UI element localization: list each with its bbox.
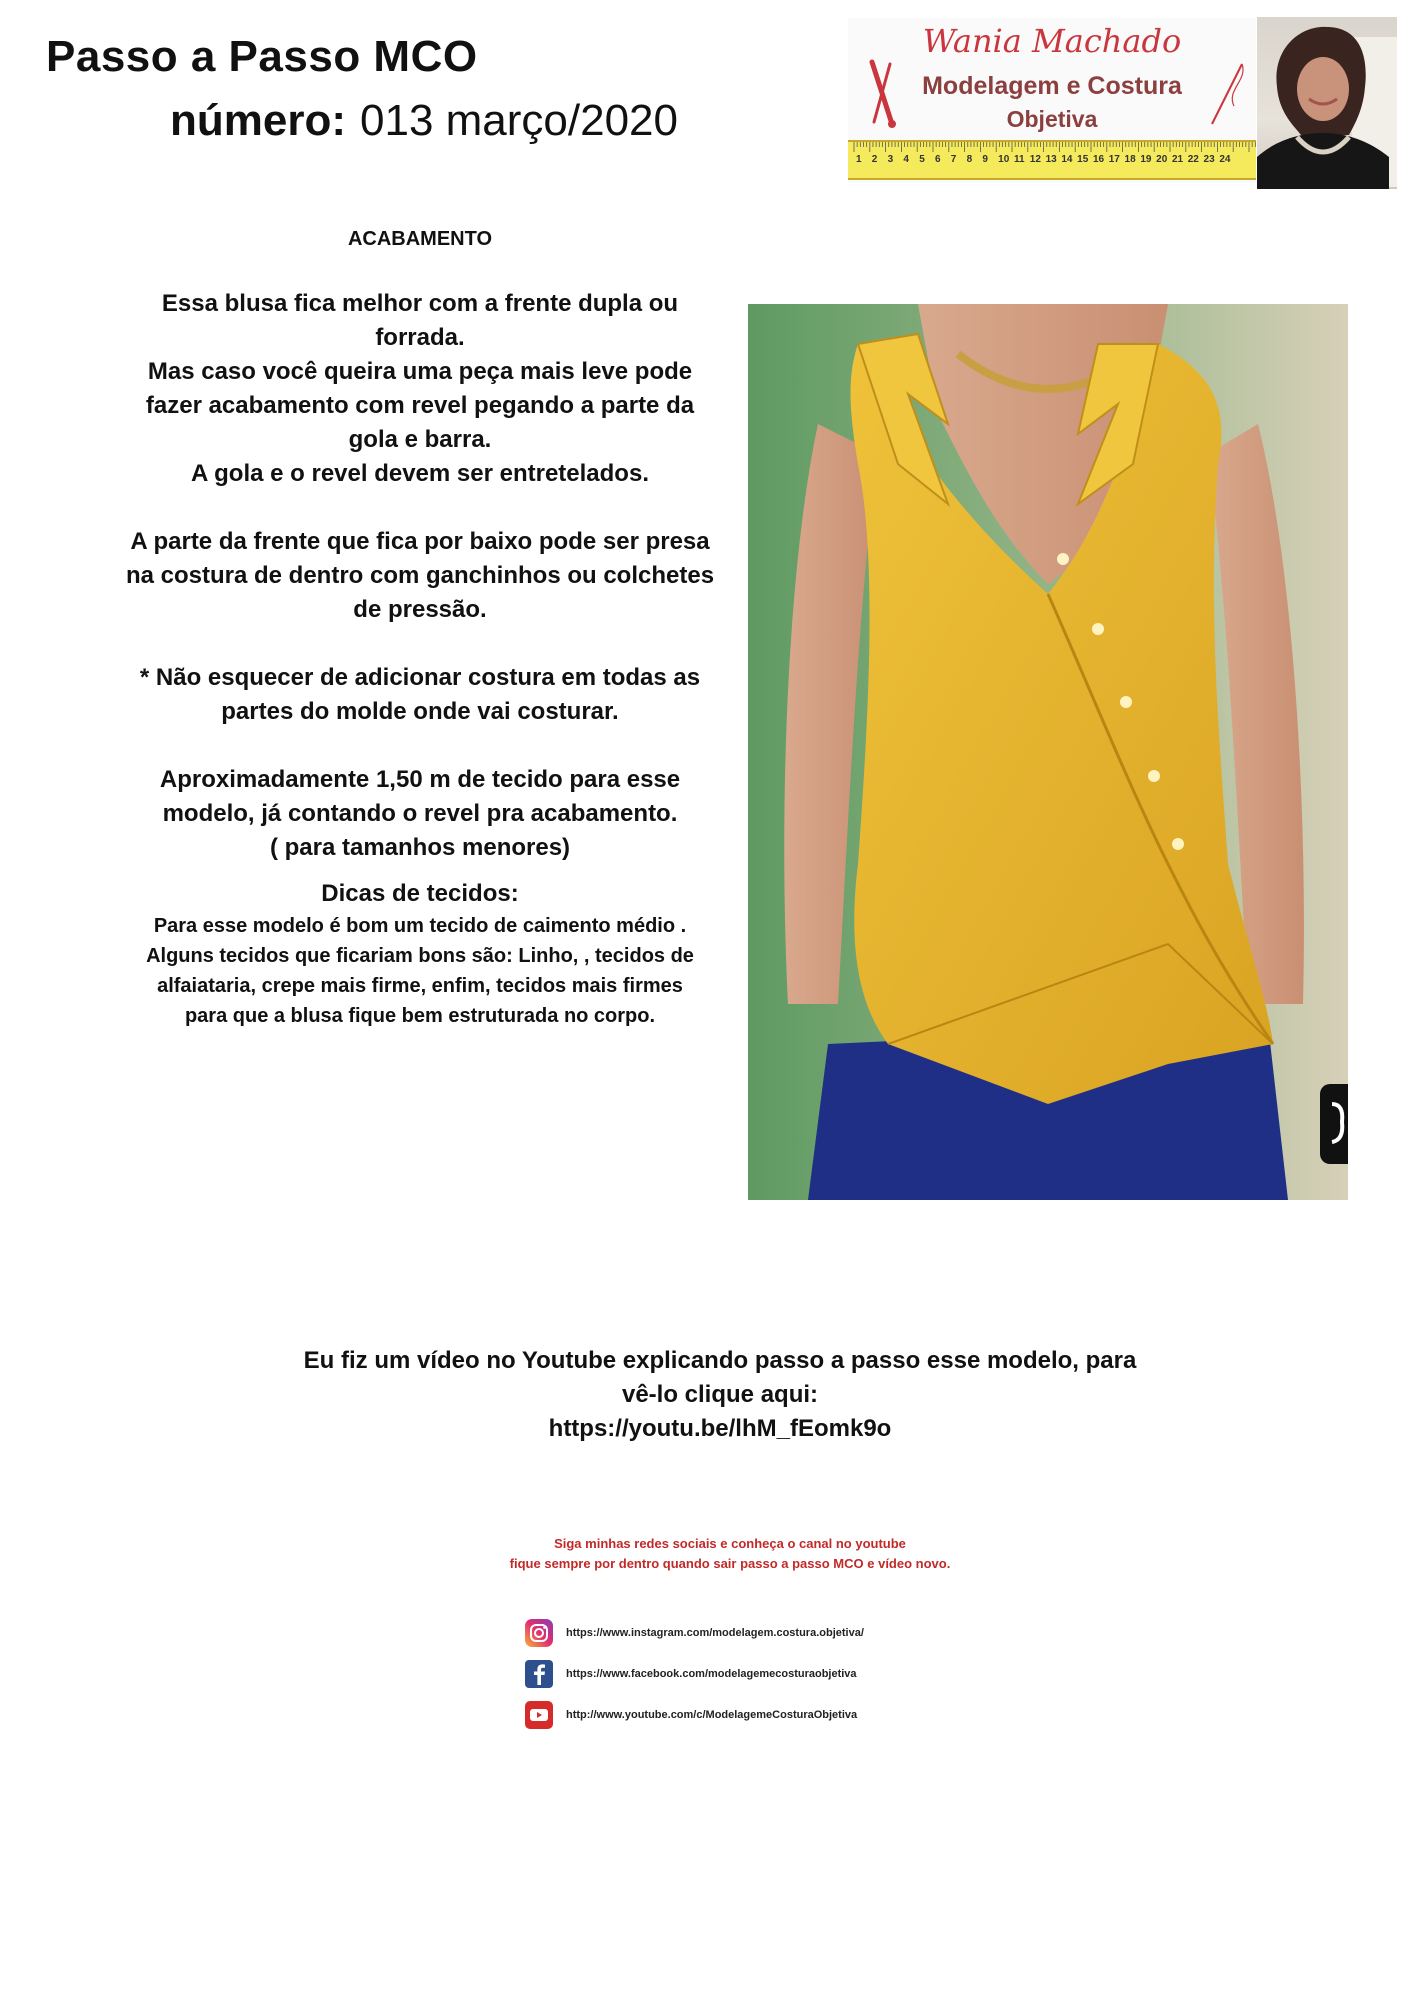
instagram-url[interactable]: https://www.instagram.com/modelagem.costura.objetiva/ [566,1627,864,1639]
logo-script-name: Wania Machado [922,22,1182,60]
ruler-number: 8 [966,154,973,165]
section-title: ACABAMENTO [347,228,493,250]
video-text-line: Eu fiz um vídeo no Youtube explicando passo a passo esse modelo, para [303,1347,1137,1374]
ruler-number: 21 [1171,154,1184,165]
paragraph-finishing [100,287,740,491]
ruler-number: 2 [871,154,878,165]
measuring-tape [848,140,1256,180]
issue-number [170,96,678,146]
ruler-number: 24 [1219,154,1231,165]
ruler-number: 17 [1108,154,1120,165]
paragraph-fabric-amount [100,763,740,865]
text-line: na costura de dentro com ganchinhos ou colchetes [125,562,715,589]
video-section [220,1344,1220,1446]
ruler-number: 13 [1045,154,1057,165]
facebook-icon [524,1659,554,1689]
text-line: partes do molde onde vai costurar. [221,698,619,725]
author-photo [1257,17,1397,189]
social-heading-line: fique sempre por dentro quando sair passo a passo MCO e vídeo novo. [509,1556,951,1571]
text-line: A parte da frente que fica por baixo pode ser presa [130,528,710,555]
ruler-number: 3 [887,154,894,165]
youtube-video-link[interactable]: https://youtu.be/lhM_fEomk9o [548,1415,892,1442]
paragraph-seam-allowance [100,661,740,729]
ruler-numbers [856,154,1235,165]
ruler-number: 6 [934,154,941,165]
fabric-tips [100,911,740,1031]
social-heading [300,1534,1160,1574]
text-line: ( para tamanhos menores) [269,834,571,861]
logo-subtitle-1: Modelagem e Costura [922,72,1182,100]
ruler-number: 4 [903,154,909,165]
ruler-number: 15 [1077,154,1089,165]
ruler-number: 14 [1061,154,1073,165]
youtube-icon [524,1700,554,1730]
text-line: A gola e o revel devem ser entretelados. [191,460,649,487]
ruler-number: 7 [950,154,957,165]
text-line: Aproximadamente 1,50 m de tecido para esse [159,766,681,793]
text-line: gola e barra. [348,426,492,453]
instagram-icon [524,1618,554,1648]
ruler-number: 22 [1187,154,1199,165]
author-photo-image [1257,17,1397,189]
fabric-tips-title: Dicas de tecidos: [321,880,519,907]
ruler-number: 16 [1092,154,1105,165]
brand-logo [848,18,1256,183]
social-heading-line: Siga minhas redes sociais e conheça o canal no youtube [554,1536,906,1551]
ruler-number: 1 [856,154,862,165]
ruler-number: 9 [982,154,988,165]
blouse-photo [748,304,1348,1200]
text-line: Essa blusa fica melhor com a frente dupla ou [161,290,679,317]
text-line: alfaiataria, crepe mais firme, enfim, tecidos mais firmes [157,975,683,997]
video-text-line: vê-lo clique aqui: [621,1381,819,1408]
text-line: de pressão. [353,596,487,623]
text-line: Alguns tecidos que ficariam bons são: Linho, , tecidos de [146,945,694,967]
ruler-number: 20 [1156,154,1168,165]
logo-subtitle-2: Objetiva [1006,106,1098,132]
issue-number-value: 013 março/2020 [360,96,678,145]
ruler-number: 23 [1203,154,1215,165]
social-link-youtube[interactable] [524,1699,857,1731]
instructions-column [100,222,740,1031]
text-line: * Não esquecer de adicionar costura em todas as [139,664,701,691]
ruler-number: 11 [1013,154,1025,165]
text-line: forrada. [375,324,465,351]
paragraph-underlap [100,525,740,627]
social-link-facebook[interactable] [524,1658,857,1690]
text-line: para que a blusa fique bem estruturada no corpo. [184,1005,656,1027]
ruler-number: 12 [1029,154,1041,165]
ruler-number: 18 [1124,154,1136,165]
ruler-number: 5 [919,154,925,165]
youtube-channel-url[interactable]: http://www.youtube.com/c/ModelagemeCosturaObjetiva [566,1709,858,1721]
text-line: Mas caso você queira uma peça mais leve pode [147,358,693,385]
ruler-number: 19 [1140,154,1152,165]
document-title: Passo a Passo MCO [46,32,478,81]
text-line: modelo, já contando o revel pra acabamento. [162,800,678,827]
blouse-photo-image [748,304,1348,1200]
issue-number-label: número: [170,96,346,145]
text-line: Para esse modelo é bom um tecido de caimento médio . [153,915,687,937]
facebook-url[interactable]: https://www.facebook.com/modelagemecosturaobjetiva [566,1668,857,1680]
social-link-instagram[interactable] [524,1617,864,1649]
text-line: fazer acabamento com revel pegando a parte da [145,392,695,419]
ruler-number: 10 [998,154,1010,165]
